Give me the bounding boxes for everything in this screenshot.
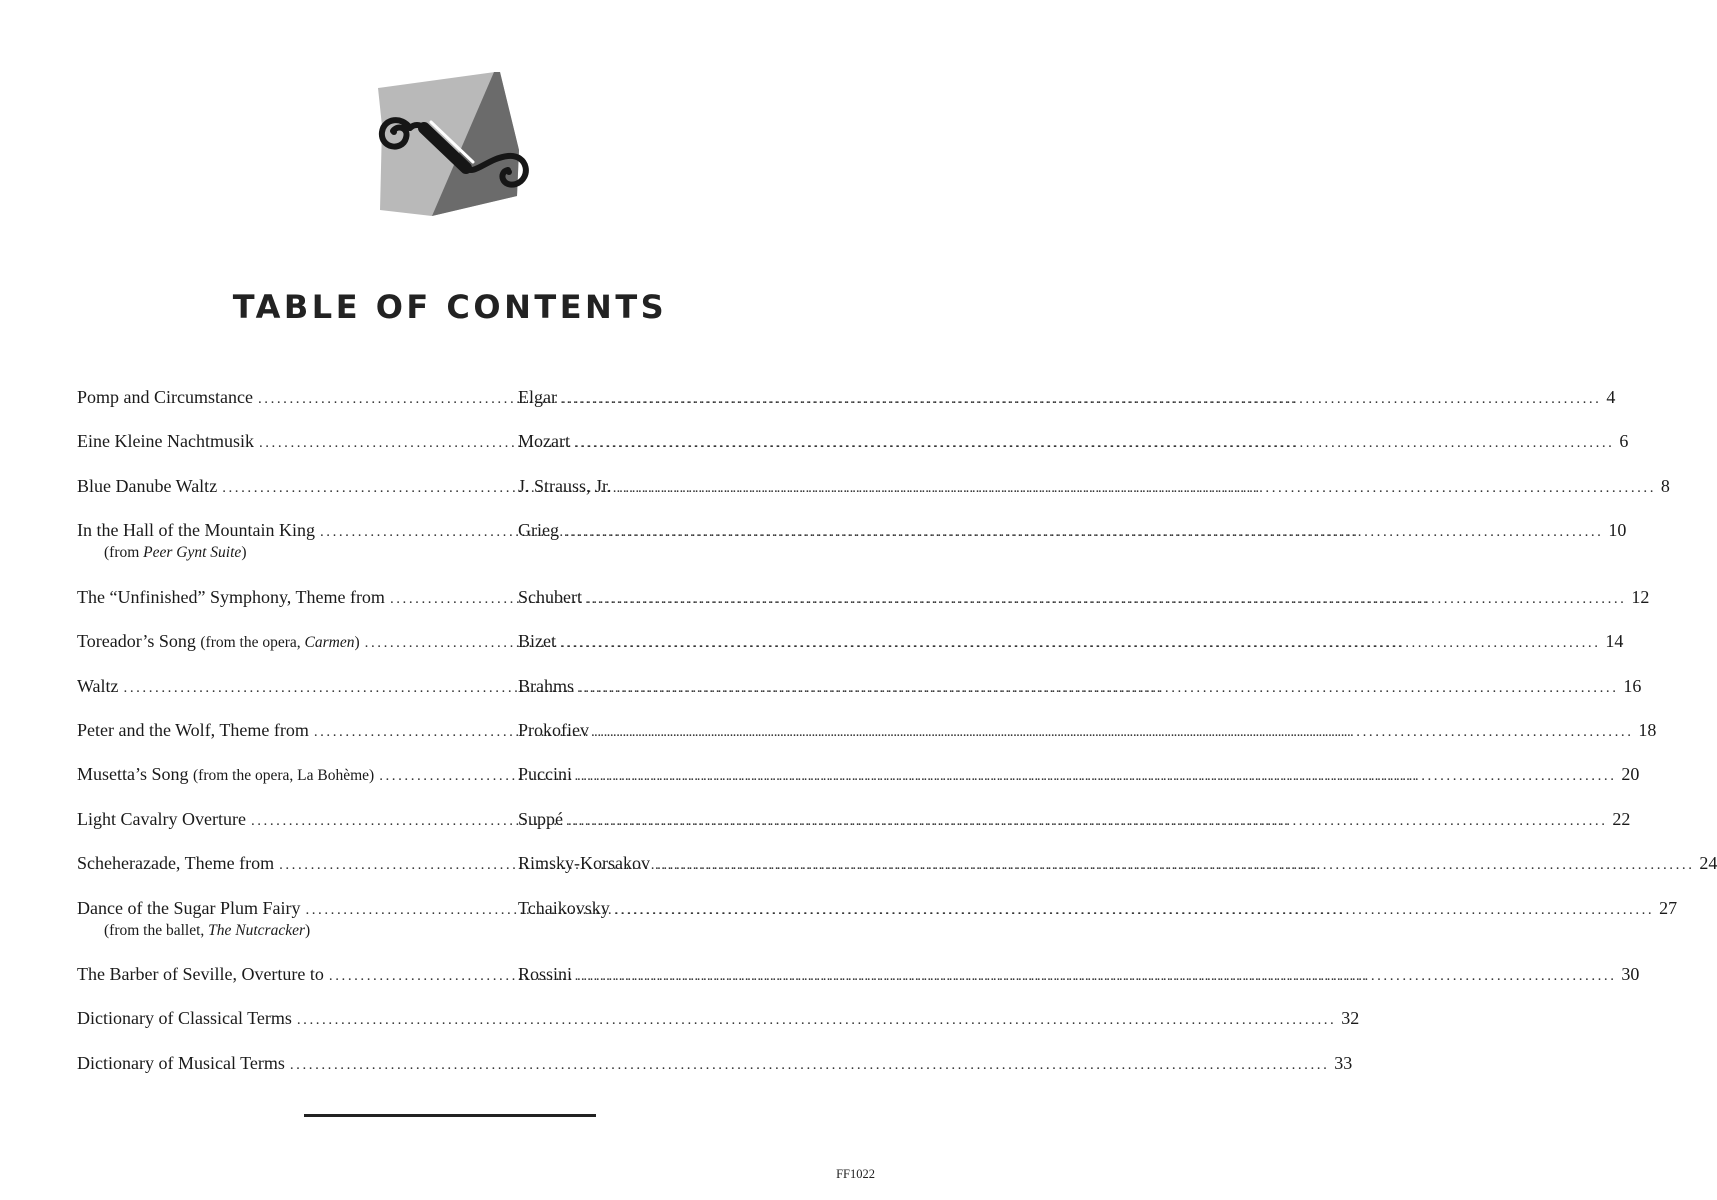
entry-page: 10 xyxy=(1608,520,1627,541)
music-scroll-logo-icon xyxy=(362,66,542,218)
entry-title: Scheherazade, Theme from xyxy=(77,853,275,874)
subtitle-prefix: (from the ballet, xyxy=(104,921,209,939)
toc-entry xyxy=(77,850,1717,894)
entry-composer: Rossini xyxy=(518,964,573,985)
entry-title: Dictionary of Musical Terms xyxy=(77,1052,285,1073)
entry-title: Light Cavalry Overture xyxy=(77,808,246,829)
entry-source xyxy=(193,767,374,784)
entry-composer: J. Strauss, Jr. xyxy=(518,475,612,496)
dot-leader xyxy=(579,675,1615,701)
toc-entry xyxy=(77,961,1640,1005)
entry-title: Peter and the Wolf, Theme from xyxy=(77,719,309,740)
entry-page: 20 xyxy=(1621,764,1640,785)
dot-leader xyxy=(615,897,1651,923)
subtitle-suffix: ) xyxy=(241,544,247,562)
entry-page: 14 xyxy=(1605,631,1624,652)
entry-title-group xyxy=(77,761,374,789)
toc-entry xyxy=(77,1005,1360,1049)
entry-page: 32 xyxy=(1341,1008,1360,1029)
dot-leader xyxy=(297,1007,1333,1033)
entry-page: 24 xyxy=(1699,853,1717,874)
entry-title: Blue Danube Waltz xyxy=(77,475,218,496)
subtitle-prefix: (from xyxy=(104,544,144,562)
entry-subtitle xyxy=(77,921,824,941)
entry-composer: Rimsky-Korsakov xyxy=(518,853,650,874)
dot-leader xyxy=(655,852,1691,878)
entry-title: Waltz xyxy=(77,675,119,696)
entry-composer: Bizet xyxy=(518,631,556,652)
dot-leader xyxy=(617,475,1653,501)
subtitle-work: Peer Gynt Suite xyxy=(143,544,242,562)
page-title: TABLE OF CONTENTS xyxy=(232,288,668,326)
entry-title: Pomp and Circumstance xyxy=(77,387,253,407)
entry-page: 8 xyxy=(1660,475,1670,496)
toc-entry xyxy=(77,473,1670,517)
source-prefix: (from the opera, xyxy=(200,634,305,652)
toc-entry xyxy=(77,673,1642,717)
entry-page: 16 xyxy=(1623,675,1642,696)
entry-title: Dictionary of Classical Terms xyxy=(77,1008,292,1029)
toc-entry xyxy=(77,717,1657,761)
entry-page: 4 xyxy=(1606,387,1616,407)
dot-leader xyxy=(568,808,1604,834)
entry-title: Toreador’s Song xyxy=(77,631,196,652)
toc-list xyxy=(77,384,1717,1094)
entry-composer: Schubert xyxy=(518,586,582,607)
dot-leader xyxy=(575,430,1611,456)
dot-leader xyxy=(587,586,1623,612)
source-suffix: ) xyxy=(354,634,360,652)
toc-entry xyxy=(77,584,1650,628)
toc-entry xyxy=(77,384,1616,428)
entry-title: The “Unfinished” Symphony, Theme from xyxy=(77,586,385,607)
toc-entry xyxy=(77,517,1627,584)
entry-composer: Grieg xyxy=(518,520,559,541)
entry-page: 6 xyxy=(1619,431,1629,452)
dot-leader xyxy=(562,386,1598,412)
subtitle-suffix: ) xyxy=(305,921,311,939)
entry-title: The Barber of Seville, Overture to xyxy=(77,964,324,985)
toc-entry xyxy=(77,806,1631,850)
catalog-code: FF1022 xyxy=(836,1167,875,1181)
entry-composer: Prokofiev xyxy=(518,719,589,740)
entry-composer: Mozart xyxy=(518,431,570,452)
dot-leader xyxy=(564,519,1600,545)
subtitle-work: The Nutcracker xyxy=(208,921,306,939)
entry-composer: Brahms xyxy=(518,675,574,696)
entry-page: 30 xyxy=(1621,964,1640,985)
dot-leader xyxy=(561,630,1597,656)
entry-composer: Tchaikovsky xyxy=(518,897,610,918)
entry-page: 18 xyxy=(1638,719,1657,740)
entry-source xyxy=(200,634,359,651)
entry-page: 22 xyxy=(1612,808,1631,829)
entry-composer: Elgar xyxy=(518,387,557,407)
toc-entry xyxy=(77,895,1678,962)
entry-composer: Puccini xyxy=(518,764,572,785)
entry-subtitle xyxy=(77,543,824,563)
entry-title: Dance of the Sugar Plum Fairy xyxy=(77,897,301,918)
dot-leader xyxy=(577,963,1613,989)
entry-page: 33 xyxy=(1334,1052,1353,1073)
source-work: Carmen xyxy=(304,634,355,652)
dot-leader xyxy=(577,763,1613,789)
toc-entry xyxy=(77,428,1629,472)
toc-entry xyxy=(77,1050,1353,1094)
dot-leader xyxy=(290,1052,1326,1078)
entry-title-group xyxy=(77,628,360,656)
entry-page: 12 xyxy=(1631,586,1650,607)
source-prefix: (from the opera, La Bohème) xyxy=(193,767,375,785)
entry-title: Eine Kleine Nachtmusik xyxy=(77,431,254,452)
entry-composer: Suppé xyxy=(518,808,563,829)
entry-title: In the Hall of the Mountain King xyxy=(77,520,315,541)
toc-entry xyxy=(77,761,1640,805)
divider-rule xyxy=(304,1114,596,1117)
entry-title: Musetta’s Song xyxy=(77,764,189,785)
toc-entry xyxy=(77,628,1624,672)
entry-page: 27 xyxy=(1659,897,1678,918)
dot-leader xyxy=(594,719,1630,745)
